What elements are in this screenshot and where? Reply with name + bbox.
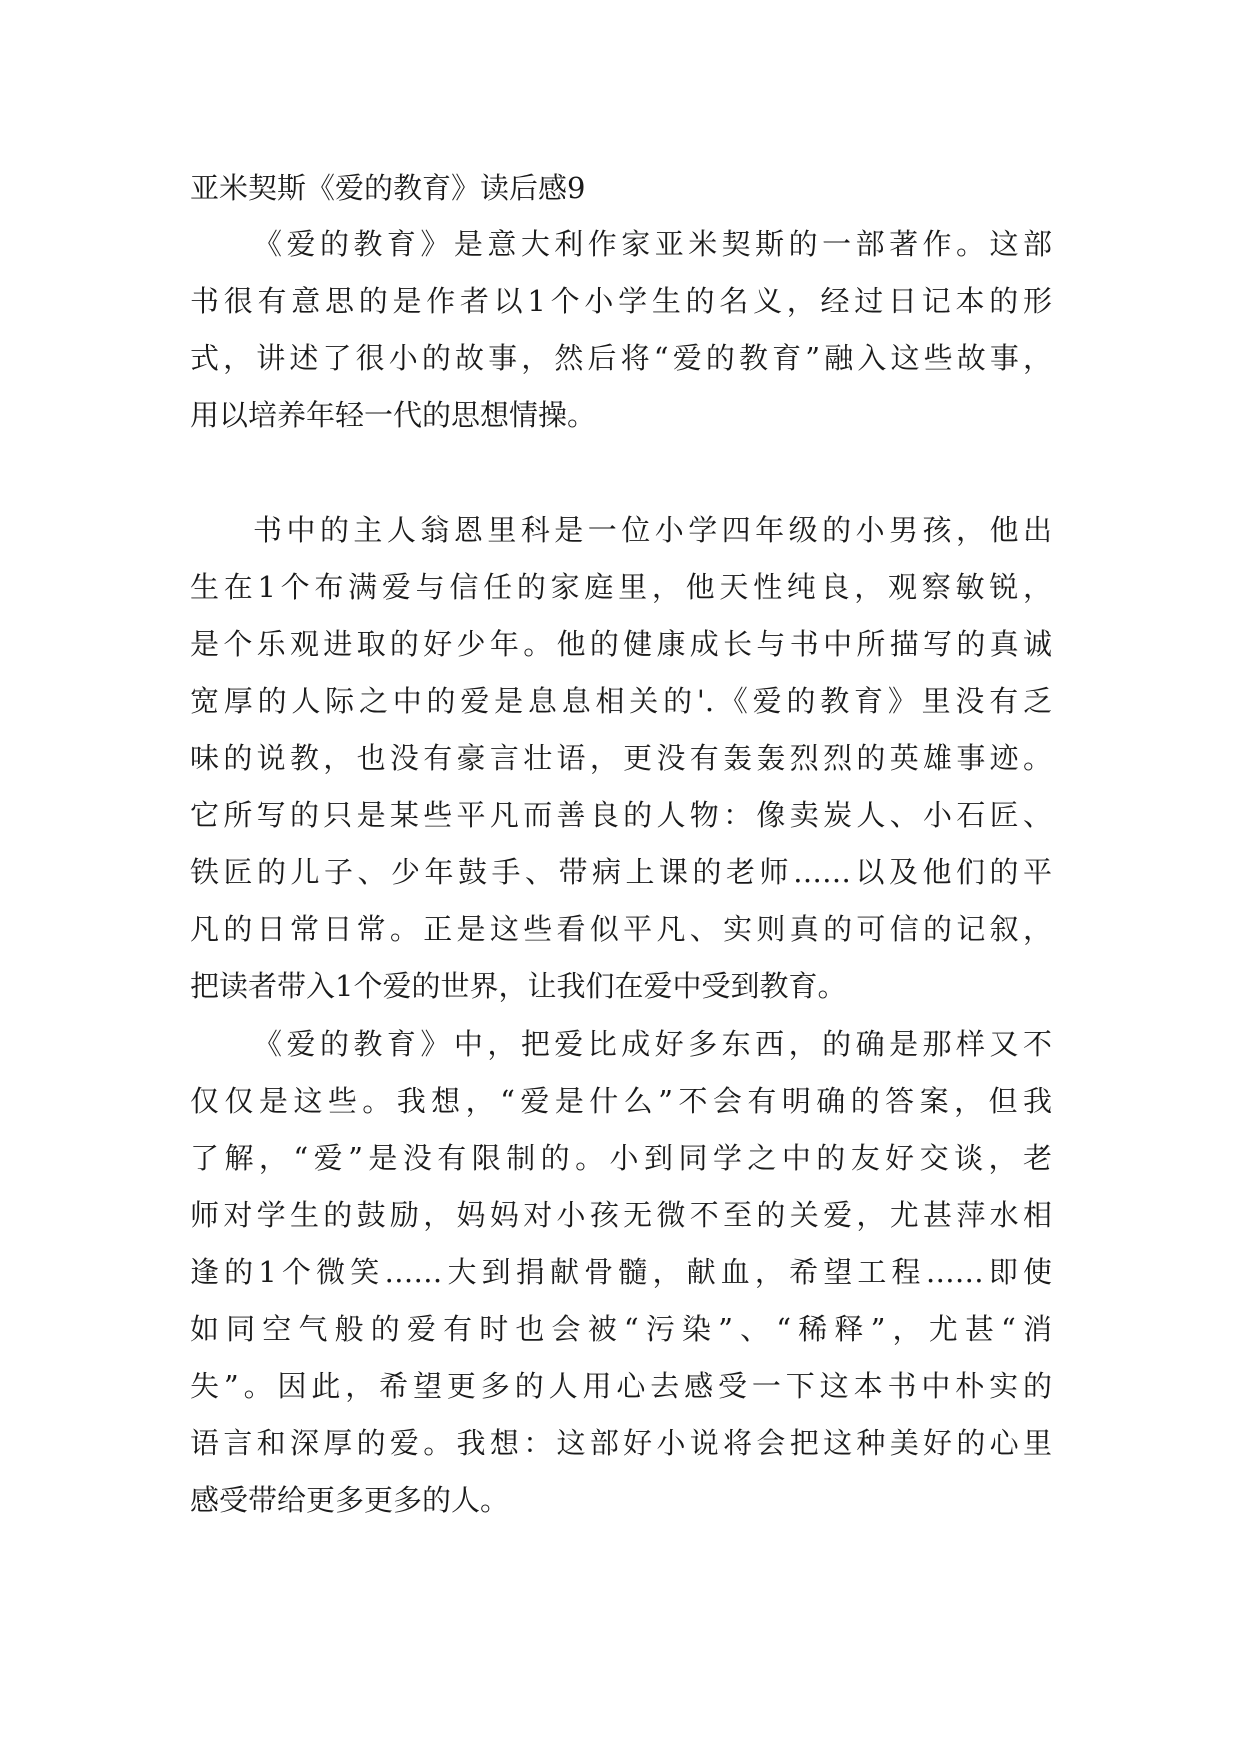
paragraph-2-line-3: 是个乐观进取的好少年。他的健康成长与书中所描写的真诚 (190, 627, 1052, 661)
paragraph-3-line-8: 语言和深厚的爱。我想：这部好小说将会把这种美好的心里 (190, 1426, 1052, 1460)
paragraph-2-line-4: 宽厚的人际之中的爱是息息相关的'.《爱的教育》里没有乏 (190, 684, 1052, 718)
paragraph-3-line-9: 感受带给更多更多的人。 (190, 1483, 510, 1517)
document-title: 亚米契斯《爱的教育》读后感9 (190, 171, 586, 205)
paragraph-3-line-1: 《爱的教育》中，把爱比成好多东西，的确是那样又不 (253, 1027, 1052, 1061)
paragraph-2-line-1: 书中的主人翁恩里科是一位小学四年级的小男孩，他出 (253, 513, 1052, 547)
paragraph-1-line-3: 式，讲述了很小的故事，然后将“爱的教育”融入这些故事， (190, 341, 1052, 375)
paragraph-1-line-1: 《爱的教育》是意大利作家亚米契斯的一部著作。这部 (253, 227, 1052, 261)
paragraph-2-line-8: 凡的日常日常。正是这些看似平凡、实则真的可信的记叙， (190, 912, 1052, 946)
paragraph-3-line-4: 师对学生的鼓励，妈妈对小孩无微不至的关爱，尤甚萍水相 (190, 1198, 1052, 1232)
paragraph-2-line-2: 生在1个布满爱与信任的家庭里，他天性纯良，观察敏锐， (190, 570, 1052, 604)
paragraph-1-line-4: 用以培养年轻一代的思想情操。 (190, 398, 597, 432)
paragraph-3-line-2: 仅仅是这些。我想，“爱是什么”不会有明确的答案，但我 (190, 1084, 1052, 1118)
paragraph-3-line-7: 失”。因此，希望更多的人用心去感受一下这本书中朴实的 (190, 1369, 1052, 1403)
paragraph-1-line-2: 书很有意思的是作者以1个小学生的名义，经过日记本的形 (190, 284, 1052, 318)
paragraph-2-line-7: 铁匠的儿子、少年鼓手、带病上课的老师……以及他们的平 (190, 855, 1052, 889)
paragraph-3-line-5: 逢的1个微笑……大到捐献骨髓，献血，希望工程……即使 (190, 1255, 1052, 1289)
paragraph-2-line-9: 把读者带入1个爱的世界，让我们在爱中受到教育。 (190, 969, 847, 1003)
paragraph-3-line-6: 如同空气般的爱有时也会被“污染”、“稀释”，尤甚“消 (190, 1312, 1052, 1346)
paragraph-2-line-5: 味的说教，也没有豪言壮语，更没有轰轰烈烈的英雄事迹。 (190, 741, 1052, 775)
paragraph-2-line-6: 它所写的只是某些平凡而善良的人物：像卖炭人、小石匠、 (190, 798, 1052, 832)
paragraph-3-line-3: 了解，“爱”是没有限制的。小到同学之中的友好交谈，老 (190, 1141, 1052, 1175)
